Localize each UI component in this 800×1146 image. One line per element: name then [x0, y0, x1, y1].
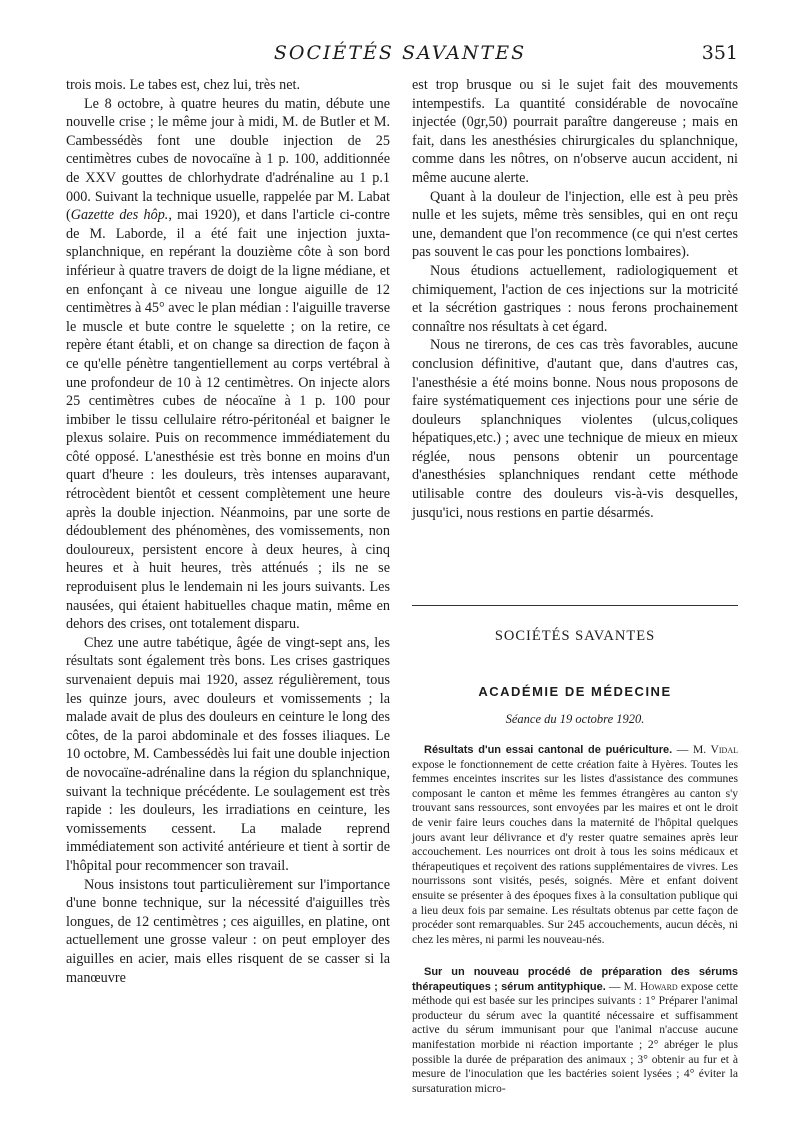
communication-vidal: [412, 743, 738, 947]
paragraph: Nous insistons tout particulièrement sur l'importance d'une bonne technique, sur la nécessité d'aiguilles très longues, de 12 centimètres ; ces aiguilles, en platine, ont actuellement une grosse valeur : on peut employer des aiguilles en acier, mais elles risquent de se casser si la manœuvre: [66, 876, 390, 986]
paragraph: est trop brusque ou si le sujet fait des mouvements intempestifs. La quantité considérable de novocaïne injectée (0gr,50) pourrait paraître dangereuse ; mais en fait, dans les anesthésies chirurgicales du splanchnique, comme dans les nôtres, on n'observe aucun accident, ni même aucune alerte.: [412, 77, 738, 186]
paragraph: Nous ne tirerons, de ces cas très favorables, aucune conclusion définitive, d'autant que, dans d'autres cas, l'anesthésie a été moins bonne. Nous nous proposons de faire systématiquement ces injections pour une série de douleurs splanchniques violentes (ulcus,coliques hépatiques,etc.) ; avec une technique de mieux en mieux réglée, nous pensons obtenir un pourcentage d'anesthésies splanchniques rendant cette méthode utilisable contre des douleurs vis-à-vis desquelles, jusqu'ici, nous restions en partie désarmés.: [412, 337, 738, 521]
paragraph-text: , mai 1920), et dans l'article ci-contre de M. Laborde, il a été fait une injection juxta-splanchnique, en repérant la douzième côte à son bord inférieur à quatre travers de doigt de la ligne médiane, et en enfonçant à ce niveau une longue aiguille de 12 centimètres à 45° avec le plan médian : l'aiguille traverse le muscle et bute contre le squelette ; on la retire, ce repère étant établi, et on change sa direction de façon à ce qu'elle pénètre tangentiellement au corps vertébral à une profondeur de 10 à 12 centimètres. On injecte alors 25 centimètres cubes de néocaïne à 1 p. 100 pour imbiber le tissu cellulaire rétro-péritonéal et baigner le plexus solaire. Puis on recommence immédiatement du côté opposé. L'anesthésie est très bonne en moins d'un quart d'heure : les douleurs, très intenses auparavant, rétrocèdent bientôt et cessent complètement une heure après la double injection. Néanmoins, par une sorte de dédoublement des phénomènes, des vomissements, non douloureux, persistent encore à deux heures, à cinq heures et à huit heures, très atténués ; ils ne se reproduisent plus le lendemain ni les jours suivants. Les nausées, qui étaient habituelles chaque matin, même en dehors des crises, ont totalement disparu.: [66, 207, 390, 633]
paragraph: Nous étudions actuellement, radiologiquement et chimiquement, l'action de ces injections sur la motricité et la sécrétion gastriques : nous ferons prochainement connaître nos résultats à cet égard.: [412, 262, 738, 335]
page-number: 351: [701, 42, 738, 64]
paragraph: trois mois. Le tabes est, chez lui, très net.: [66, 77, 301, 93]
right-column: [412, 76, 738, 522]
communication-body: expose cette méthode qui est basée sur les principes suivants : 1° Préparer l'animal producteur du sérum avec la quantité nécessaire et suffisamment active du sérum immunisant pour que l'animal n'accuse aucune manifestation morbide ni réaction importante ; 2° abréger le plus possible la durée de préparation des animaux ; 3° obtenir au fur et à mesure de l'inoculation que les bactéries soient lysées ; 4° éviter la sursaturation micro-: [412, 979, 739, 1095]
communication-paragraph: [412, 743, 738, 947]
communication-paragraph: [412, 965, 738, 1096]
communication-author: M. Howard: [623, 979, 678, 993]
session-date: Séance du 19 octobre 1920.: [505, 712, 645, 726]
paragraph-text: Le 8 octobre, à quatre heures du matin, débute une nouvelle crise ; le même jour à midi, M. de Butler et M. Cambessédès font une double injection de 25 centimètres cubes de novocaïne à 1 p. 100, additionnée de XXV gouttes de chlorhydrate d'adrénaline au 1 p.1 000. Suivant la technique usuelle, rappelée par M. Labat (: [66, 95, 390, 224]
section-heading: SOCIÉTÉS SAVANTES: [494, 628, 656, 644]
communication-howard: [412, 965, 738, 1096]
dash: —: [605, 979, 624, 993]
academy-heading: ACADÉMIE DE MÉDECINE: [478, 684, 672, 699]
communication-body: expose le fonctionnement de cette création faite à Hyères. Toutes les femmes enceintes inscrites sur les listes d'assistance des communes composant le canton et même les femmes étrangères au canton s'y trouvant sans ressources, sont envoyées par les maires et ont le droit de venir faire leurs couches dans la maternité de l'hôpital quelques jours avant leur délivrance et d'y rester quatre semaines après leur accouchement. Les nourrices ont droit à tous les soins médicaux et thérapeutiques et reçoivent des rations supplémentaires de vivres. Les nourrissons sont visités, pesés, soignés. Mère et enfant doivent ensuite se présenter à des époques fixes à la consultation publique qui a lieu deux fois par semaine. Les résultats obtenus par cette façon de procéder sont remarquables. Sur 245 accouchements, aucun décès, ni chez les mères, ni parmi les nouveau-nés.: [412, 757, 738, 946]
left-column: [66, 76, 390, 987]
paragraph: Chez une autre tabétique, âgée de vingt-sept ans, les résultats sont également très bons. Les crises gastriques survenaient depuis mai 1920, assez régulièrement, tous les quinze jours, avec douleurs et vomissements ; la malade avait de plus des douleurs en ceinture le long des côtes, de la paroi abdominale et des fosses iliaques. Le 10 octobre, M. Cambessédès lui fait une double injection de novocaïne-adrénaline dans la région du splanchnique, suivant la technique précédente. Le soulagement est très rapide : les douleurs, les irradiations en ceinture, les vomissements cessent. La malade reprend immédiatement son activité antérieure et tient à sortir de l'hôpital pour recommencer son travail.: [66, 634, 390, 874]
running-title: SOCIÉTÉS SAVANTES: [273, 42, 527, 64]
page-header: [0, 42, 800, 74]
communication-title: Résultats d'un essai cantonal de puériculture.: [424, 744, 673, 756]
communication-author: M. Vidal: [692, 743, 738, 756]
dash: —: [672, 743, 693, 756]
communication-title: Sur un nouveau procédé de préparation des sérums thérapeutiques ; sérum antityphique.: [412, 966, 738, 993]
paragraph: Quant à la douleur de l'injection, elle est à peu près nulle et les sujets, même très sensibles, qui en ont reçu une, demandent que l'on recommence (ce qui n'est certes pas souvent le cas pour les ponctions lombaires).: [412, 188, 738, 261]
paragraph: [66, 95, 390, 634]
journal-reference: Gazette des hôp.: [70, 207, 169, 224]
section-divider: [412, 605, 738, 606]
